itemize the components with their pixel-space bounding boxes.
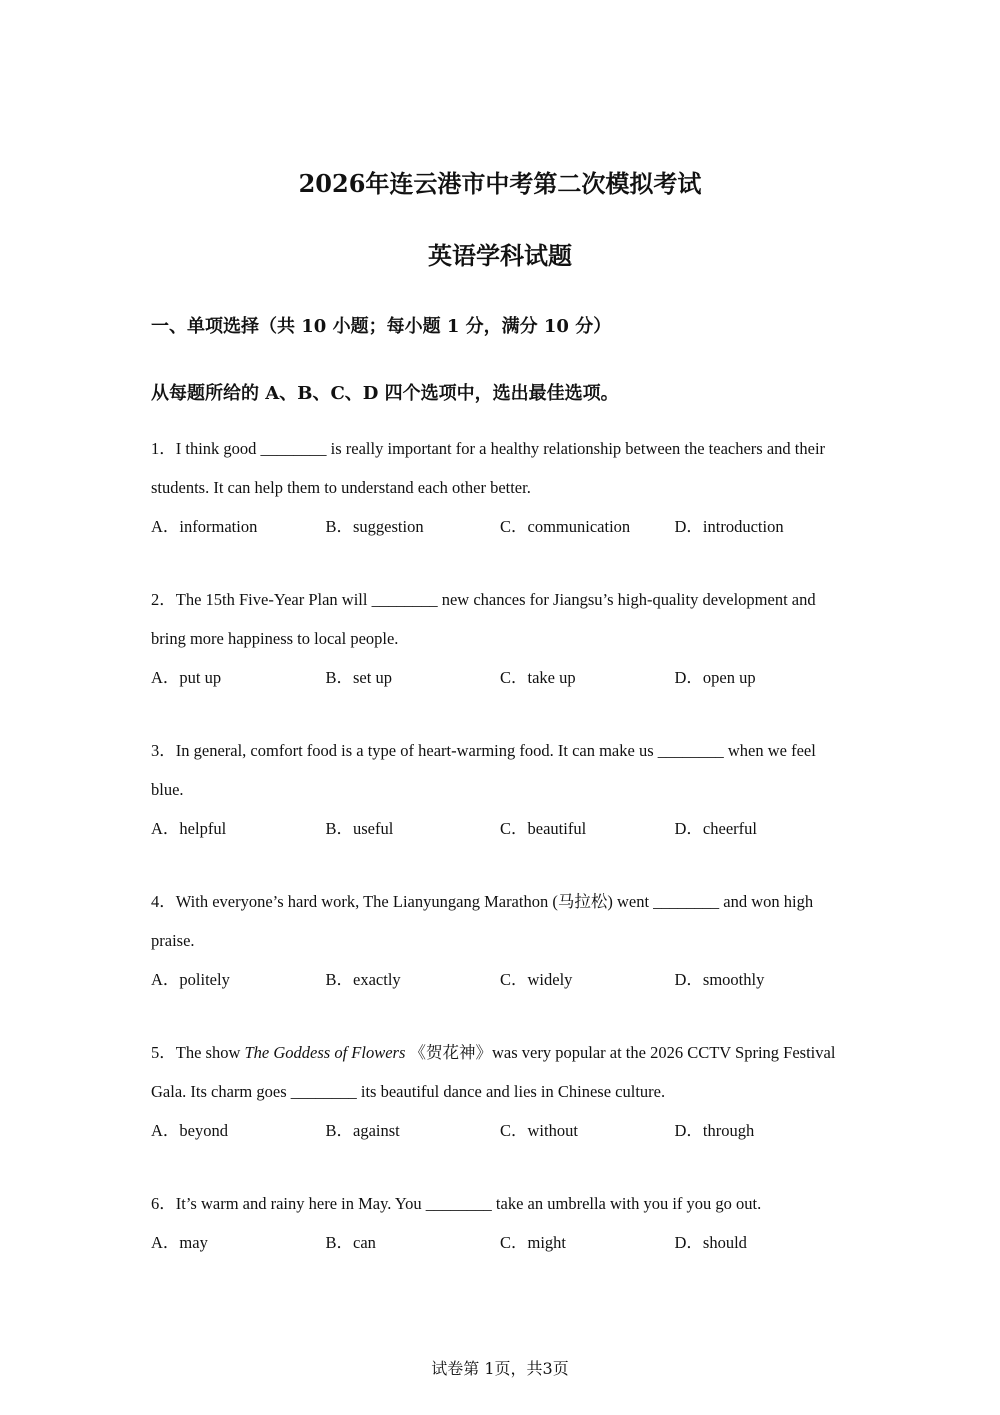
option-a[interactable] (151, 966, 326, 990)
option-letter: B． (325, 1233, 354, 1252)
question-number: 4． (151, 892, 176, 911)
option-c[interactable] (500, 966, 675, 990)
option-text: useful (353, 819, 394, 838)
option-text: cheerful (702, 819, 757, 838)
option-letter: A． (151, 668, 180, 687)
question-5 (151, 1032, 841, 1147)
option-text: information (179, 517, 258, 536)
option-text: without (527, 1121, 578, 1140)
option-letter: C． (500, 970, 528, 989)
option-b[interactable] (326, 664, 501, 688)
option-letter: A． (151, 1233, 180, 1252)
exam-subtitle: 英语学科试题 (428, 241, 572, 270)
option-c[interactable] (500, 664, 675, 688)
option-letter: D． (674, 1121, 703, 1140)
option-text: open up (702, 668, 756, 687)
option-text: might (527, 1233, 567, 1252)
option-text: beyond (179, 1121, 228, 1140)
question-text: In general, comfort food is a type of heart-warming food. It can make us ________ when we feel blue. (151, 741, 816, 799)
question-number: 6． (151, 1194, 176, 1213)
option-text: beautiful (527, 819, 587, 838)
option-letter: C． (500, 819, 528, 838)
question-stem (151, 428, 841, 507)
question-stem (151, 579, 841, 658)
answer-options (151, 809, 841, 845)
answer-options (151, 1111, 841, 1147)
answer-options (151, 507, 841, 543)
question-number: 2． (151, 590, 176, 609)
option-text: take up (527, 668, 576, 687)
option-letter: D． (674, 970, 703, 989)
option-text: against (353, 1121, 400, 1140)
option-letter: A． (151, 1121, 180, 1140)
option-c[interactable] (500, 815, 675, 839)
question-stem (151, 1183, 841, 1223)
option-letter: D． (674, 1233, 703, 1252)
option-c[interactable] (500, 513, 675, 537)
option-a[interactable] (151, 664, 326, 688)
section-instruction: 从每题所给的 A、B、C、D 四个选项中，选出最佳选项。 (151, 383, 619, 404)
question-2 (151, 579, 841, 694)
question-3 (151, 730, 841, 845)
show-title: The Goddess of Flowers (244, 1043, 406, 1062)
option-a[interactable] (151, 1117, 326, 1141)
question-number: 3． (151, 741, 176, 760)
option-letter: A． (151, 970, 180, 989)
option-letter: C． (500, 1233, 528, 1252)
option-text: helpful (179, 819, 227, 838)
option-text: widely (527, 970, 573, 989)
question-text: The 15th Five-Year Plan will ________ new chances for Jiangsu’s high-quality development and bring more happiness to local people. (151, 590, 816, 648)
question-4 (151, 881, 841, 996)
option-text: suggestion (353, 517, 424, 536)
option-a[interactable] (151, 1229, 326, 1253)
option-c[interactable] (500, 1117, 675, 1141)
option-text: through (702, 1121, 755, 1140)
answer-options (151, 658, 841, 694)
question-text-end: 《贺花神》was very popular at the 2026 CCTV Spring Festival Gala. Its charm goes ________ its beautiful dance and lies in Chinese culture. (151, 1043, 836, 1101)
option-letter: B． (325, 819, 354, 838)
option-c[interactable] (500, 1229, 675, 1253)
question-1 (151, 428, 841, 543)
option-letter: C． (500, 1121, 528, 1140)
option-letter: D． (674, 517, 703, 536)
option-text: introduction (702, 517, 784, 536)
option-d[interactable] (675, 664, 850, 688)
option-text: put up (179, 668, 222, 687)
option-text: may (179, 1233, 208, 1252)
option-letter: B． (325, 970, 354, 989)
option-a[interactable] (151, 513, 326, 537)
option-text: can (353, 1233, 376, 1252)
option-b[interactable] (326, 815, 501, 839)
question-stem (151, 730, 841, 809)
option-text: should (702, 1233, 747, 1252)
option-letter: C． (500, 668, 528, 687)
option-text: exactly (353, 970, 401, 989)
page-number: 试卷第 1页，共3页 (431, 1359, 569, 1378)
option-text: politely (179, 970, 230, 989)
answer-options (151, 960, 841, 996)
option-d[interactable] (675, 1117, 850, 1141)
question-text: I think good ________ is really important for a healthy relationship between the teachers and their students. It can help them to understand each other better. (151, 439, 826, 497)
question-stem (151, 1032, 841, 1111)
option-letter: A． (151, 517, 180, 536)
option-letter: D． (674, 668, 703, 687)
question-stem (151, 881, 841, 960)
option-d[interactable] (675, 513, 850, 537)
answer-options (151, 1223, 841, 1259)
option-text: smoothly (702, 970, 765, 989)
question-6 (151, 1183, 841, 1259)
option-b[interactable] (326, 1117, 501, 1141)
option-letter: D． (674, 819, 703, 838)
option-d[interactable] (675, 966, 850, 990)
question-text: With everyone’s hard work, The Lianyungang Marathon (马拉松) went ________ and won high praise. (151, 892, 814, 950)
option-letter: C． (500, 517, 528, 536)
option-d[interactable] (675, 1229, 850, 1253)
option-letter: B． (325, 1121, 354, 1140)
option-text: communication (527, 517, 631, 536)
section-heading: 一、单项选择（共 10 小题；每小题 1 分，满分 10 分） (151, 316, 612, 337)
option-text: set up (353, 668, 392, 687)
option-letter: A． (151, 819, 180, 838)
option-b[interactable] (326, 966, 501, 990)
question-text-start: The show (175, 1043, 245, 1062)
option-letter: B． (325, 668, 354, 687)
question-number: 1． (151, 439, 176, 458)
option-d[interactable] (675, 815, 850, 839)
option-a[interactable] (151, 815, 326, 839)
option-letter: B． (325, 517, 354, 536)
question-text: It’s warm and rainy here in May. You ________ take an umbrella with you if you go out. (175, 1194, 762, 1213)
exam-title: 2026年连云港市中考第二次模拟考试 (298, 169, 702, 198)
option-b[interactable] (326, 513, 501, 537)
question-number: 5． (151, 1043, 176, 1062)
option-b[interactable] (326, 1229, 501, 1253)
